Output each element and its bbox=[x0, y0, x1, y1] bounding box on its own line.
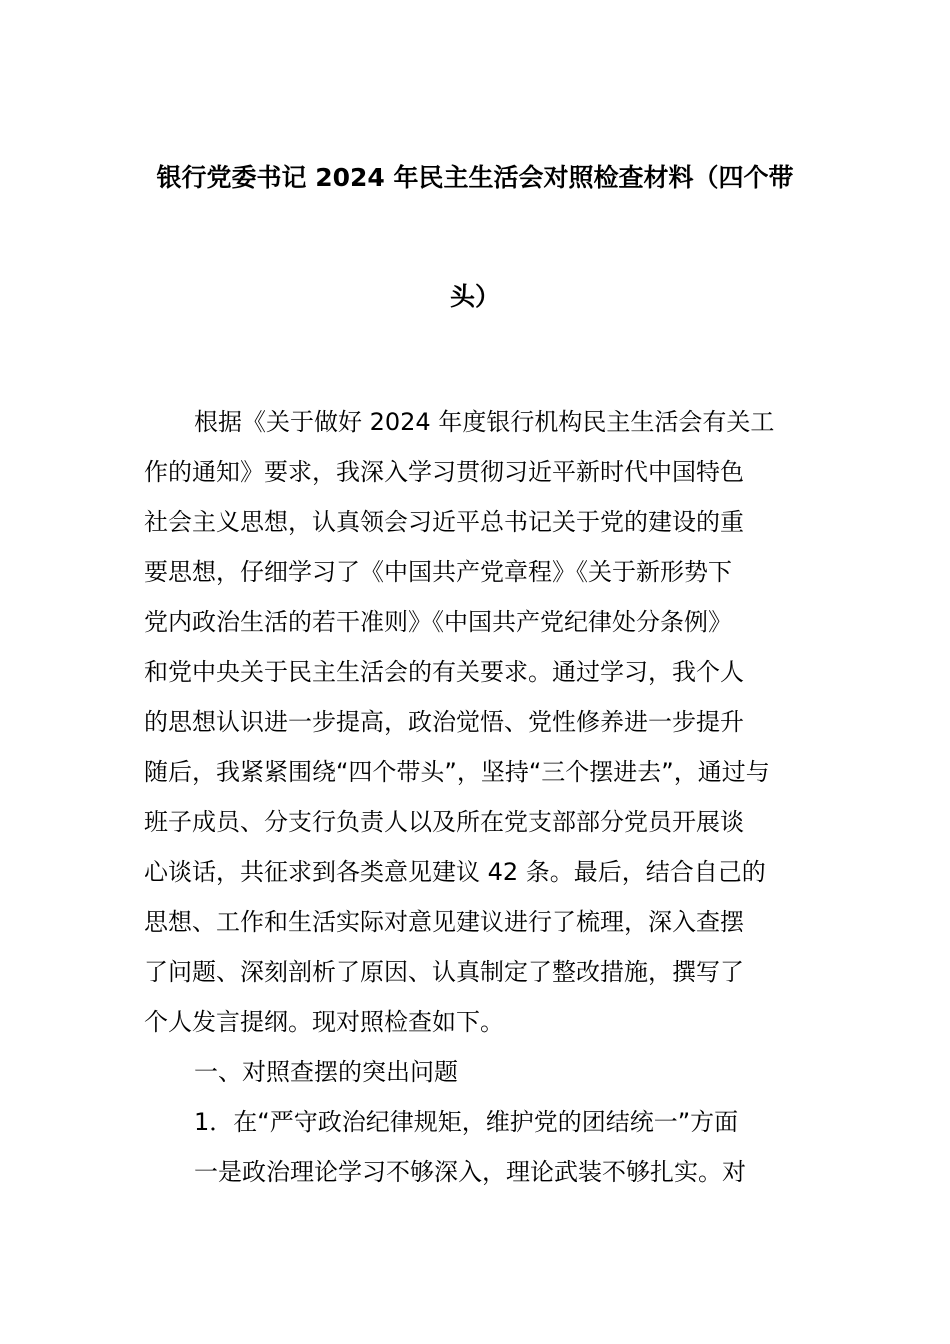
paragraph-line: 一是政治理论学习不够深入，理论武装不够扎实。对 bbox=[194, 1158, 746, 1186]
paragraph-line: 个人发言提纲。现对照检查如下。 bbox=[144, 1008, 504, 1036]
document-title-line-1: 银行党委书记 2024 年民主生活会对照检查材料（四个带 bbox=[156, 163, 794, 192]
document-title-line-2: 头） bbox=[449, 282, 500, 311]
paragraph-line: 思想、工作和生活实际对意见建议进行了梳理，深入查摆 bbox=[144, 908, 744, 936]
subsection-heading: 1．在“严守政治纪律规矩，维护党的团结统一”方面 bbox=[194, 1108, 739, 1136]
paragraph-line: 根据《关于做好 2024 年度银行机构民主生活会有关工 bbox=[194, 408, 775, 436]
paragraph-line: 要思想，仔细学习了《中国共产党章程》《关于新形势下 bbox=[144, 558, 732, 586]
paragraph-line: 班子成员、分支行负责人以及所在党支部部分党员开展谈 bbox=[144, 808, 744, 836]
paragraph-line: 作的通知》要求，我深入学习贯彻习近平新时代中国特色 bbox=[144, 458, 744, 486]
section-heading: 一、对照查摆的突出问题 bbox=[194, 1058, 458, 1086]
paragraph-line: 了问题、深刻剖析了原因、认真制定了整改措施，撰写了 bbox=[144, 958, 744, 986]
paragraph-line: 的思想认识进一步提高，政治觉悟、党性修养进一步提升 bbox=[144, 708, 744, 736]
paragraph-line: 随后，我紧紧围绕“四个带头”，坚持“三个摆进去”，通过与 bbox=[144, 758, 770, 786]
paragraph-line: 和党中央关于民主生活会的有关要求。通过学习，我个人 bbox=[144, 658, 744, 686]
paragraph-line: 社会主义思想，认真领会习近平总书记关于党的建设的重 bbox=[144, 508, 744, 536]
paragraph-line: 党内政治生活的若干准则》《中国共产党纪律处分条例》 bbox=[144, 608, 732, 636]
paragraph-line: 心谈话，共征求到各类意见建议 42 条。最后，结合自己的 bbox=[144, 858, 766, 886]
